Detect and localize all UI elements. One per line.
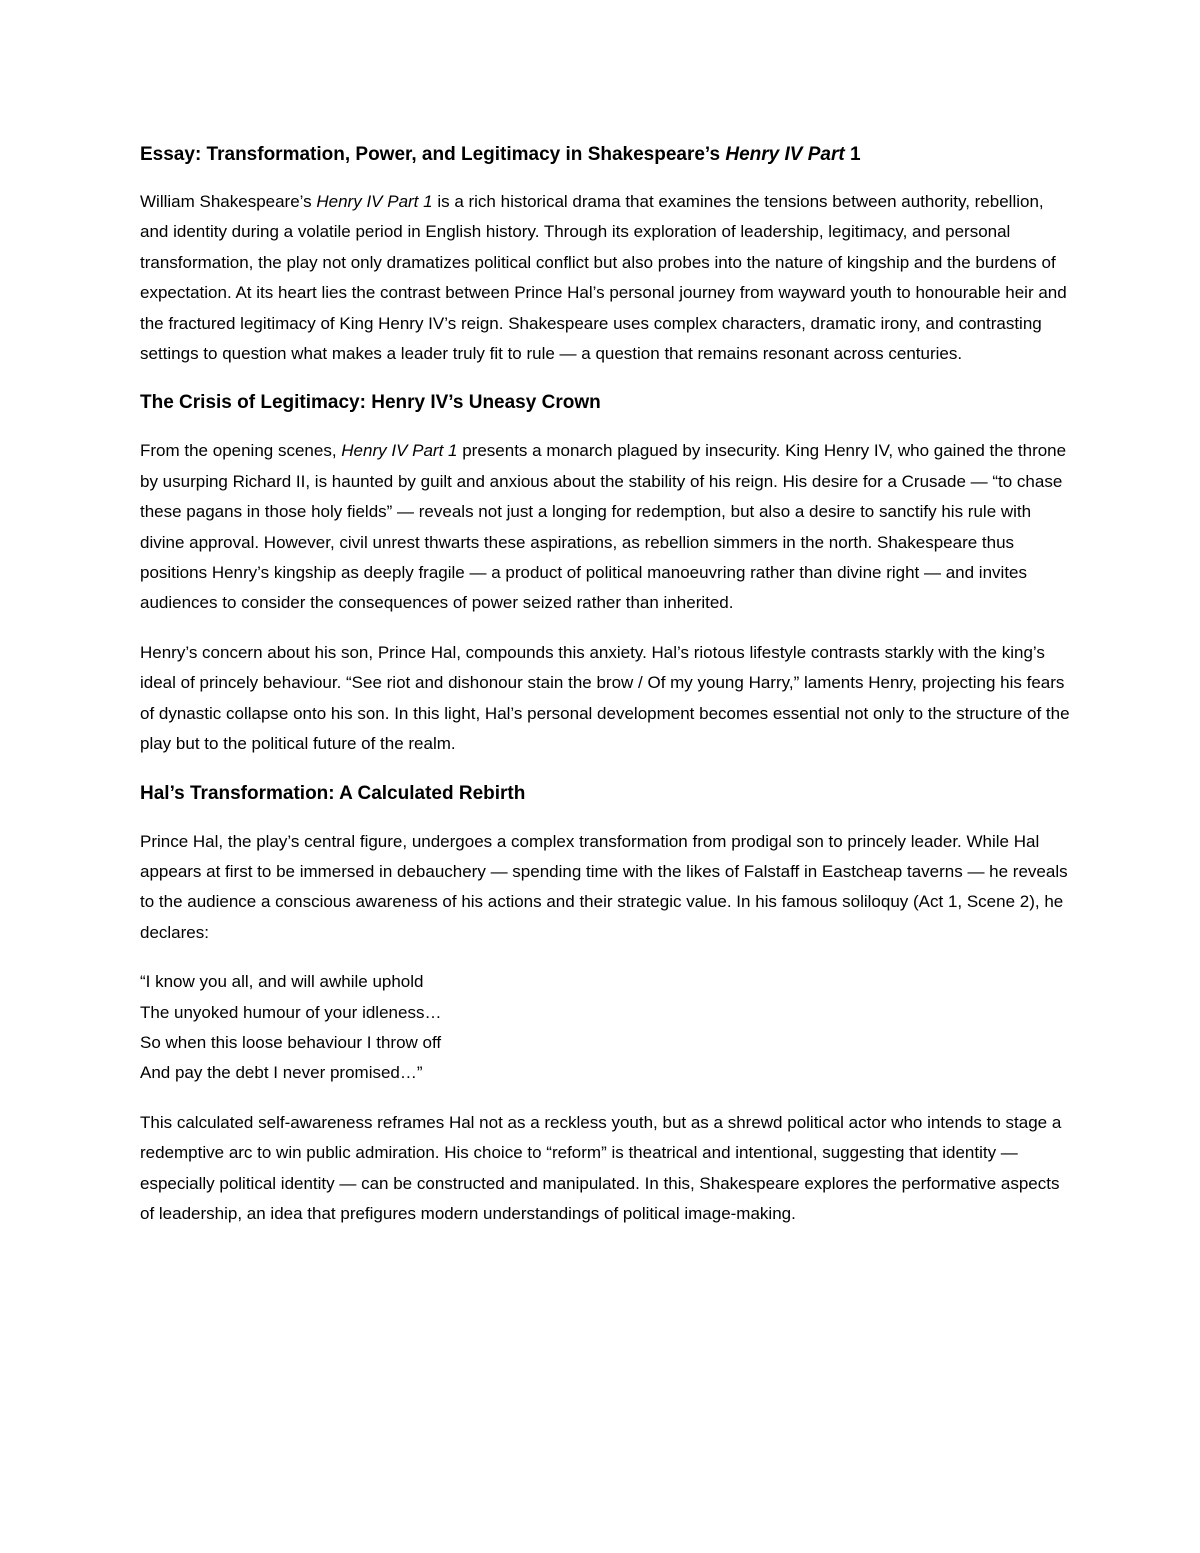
legitimacy-p1-after: presents a monarch plagued by insecurity. King Henry IV, who gained the throne by usurping Richard II, is haunted by guilt and anxious about the stability of his reign. His desire for a Crusade — “to chase these pagans in those holy fields” — reveals not just a longing for redemption, but also a desire to sanctify his rule with divine approval. However, civil unrest thwarts these aspirations, as rebellion simmers in the north. Shakespeare thus positions Henry’s kingship as deeply fragile — a product of political manoeuvring rather than divine right — and invites audiences to consider the consequences of power seized rather than inherited. (140, 441, 1067, 613)
intro-paragraph (140, 187, 1070, 369)
quote-line: “I know you all, and will awhile uphold (140, 972, 424, 992)
section-heading-transformation: Hal’s Transformation: A Calculated Rebirth (140, 782, 526, 804)
essay-title-prefix: Essay: Transformation, Power, and Legitimacy in Shakespeare’s (140, 144, 726, 165)
quote-line: So when this loose behaviour I throw off (140, 1032, 442, 1052)
legitimacy-paragraph-2: Henry’s concern about his son, Prince Hal, compounds this anxiety. Hal’s riotous lifestyle contrasts starkly with the king’s ideal of princely behaviour. “See riot and dishonour stain the brow / Of my young Harry,” laments Henry, projecting his fears of dynastic collapse onto his son. In this light, Hal’s personal development becomes essential not only to the structure of the play but to the political future of the realm. (140, 642, 1070, 754)
quote-line: The unyoked humour of your idleness… (140, 1002, 442, 1022)
essay-title (140, 140, 1070, 170)
section-heading-legitimacy: The Crisis of Legitimacy: Henry IV’s Uneasy Crown (140, 392, 601, 414)
legitimacy-p1-before: From the opening scenes, (140, 441, 342, 461)
soliloquy-quote (140, 967, 1070, 1089)
legitimacy-p1-italic: Henry IV Part 1 (341, 441, 458, 461)
transformation-paragraph-1: Prince Hal, the play’s central figure, undergoes a complex transformation from prodigal son to princely leader. While Hal appears at first to be immersed in debauchery — spending time with the likes of Falstaff in Eastcheap taverns — he reveals to the audience a conscious awareness of his actions and their strategic value. In his famous soliloquy (Act 1, Scene 2), he declares: (140, 831, 1068, 942)
intro-text-before: William Shakespeare’s (140, 192, 317, 211)
quote-line: And pay the debt I never promised…” (140, 1063, 423, 1083)
intro-text-after: is a rich historical drama that examines the tensions between authority, rebellion, and identity during a volatile period in English history. Through its exploration of leadership, legitimacy, and personal transformation, the play not only dramatizes political conflict but also probes into the nature of kingship and the burdens of expectation. At its heart lies the contrast between Prince Hal’s personal journey from wayward youth to honourable heir and the fractured legitimacy of King Henry IV’s reign. Shakespeare uses complex characters, dramatic irony, and contrasting settings to question what makes a leader truly fit to rule — a question that remains resonant across centuries. (140, 192, 1067, 364)
document-page (140, 140, 1070, 1248)
transformation-paragraph-2: This calculated self-awareness reframes Hal not as a reckless youth, but as a shrewd political actor who intends to stage a redemptive arc to win public admiration. His choice to “reform” is theatrical and intentional, suggesting that identity — especially political identity — can be constructed and manipulated. In this, Shakespeare explores the performative aspects of leadership, an idea that prefigures modern understandings of political image-making. (140, 1112, 1062, 1223)
essay-title-suffix: 1 (844, 144, 861, 165)
essay-title-italic: Henry IV Part (725, 144, 845, 165)
legitimacy-paragraph-1 (140, 436, 1070, 618)
intro-text-italic: Henry IV Part 1 (316, 192, 433, 211)
